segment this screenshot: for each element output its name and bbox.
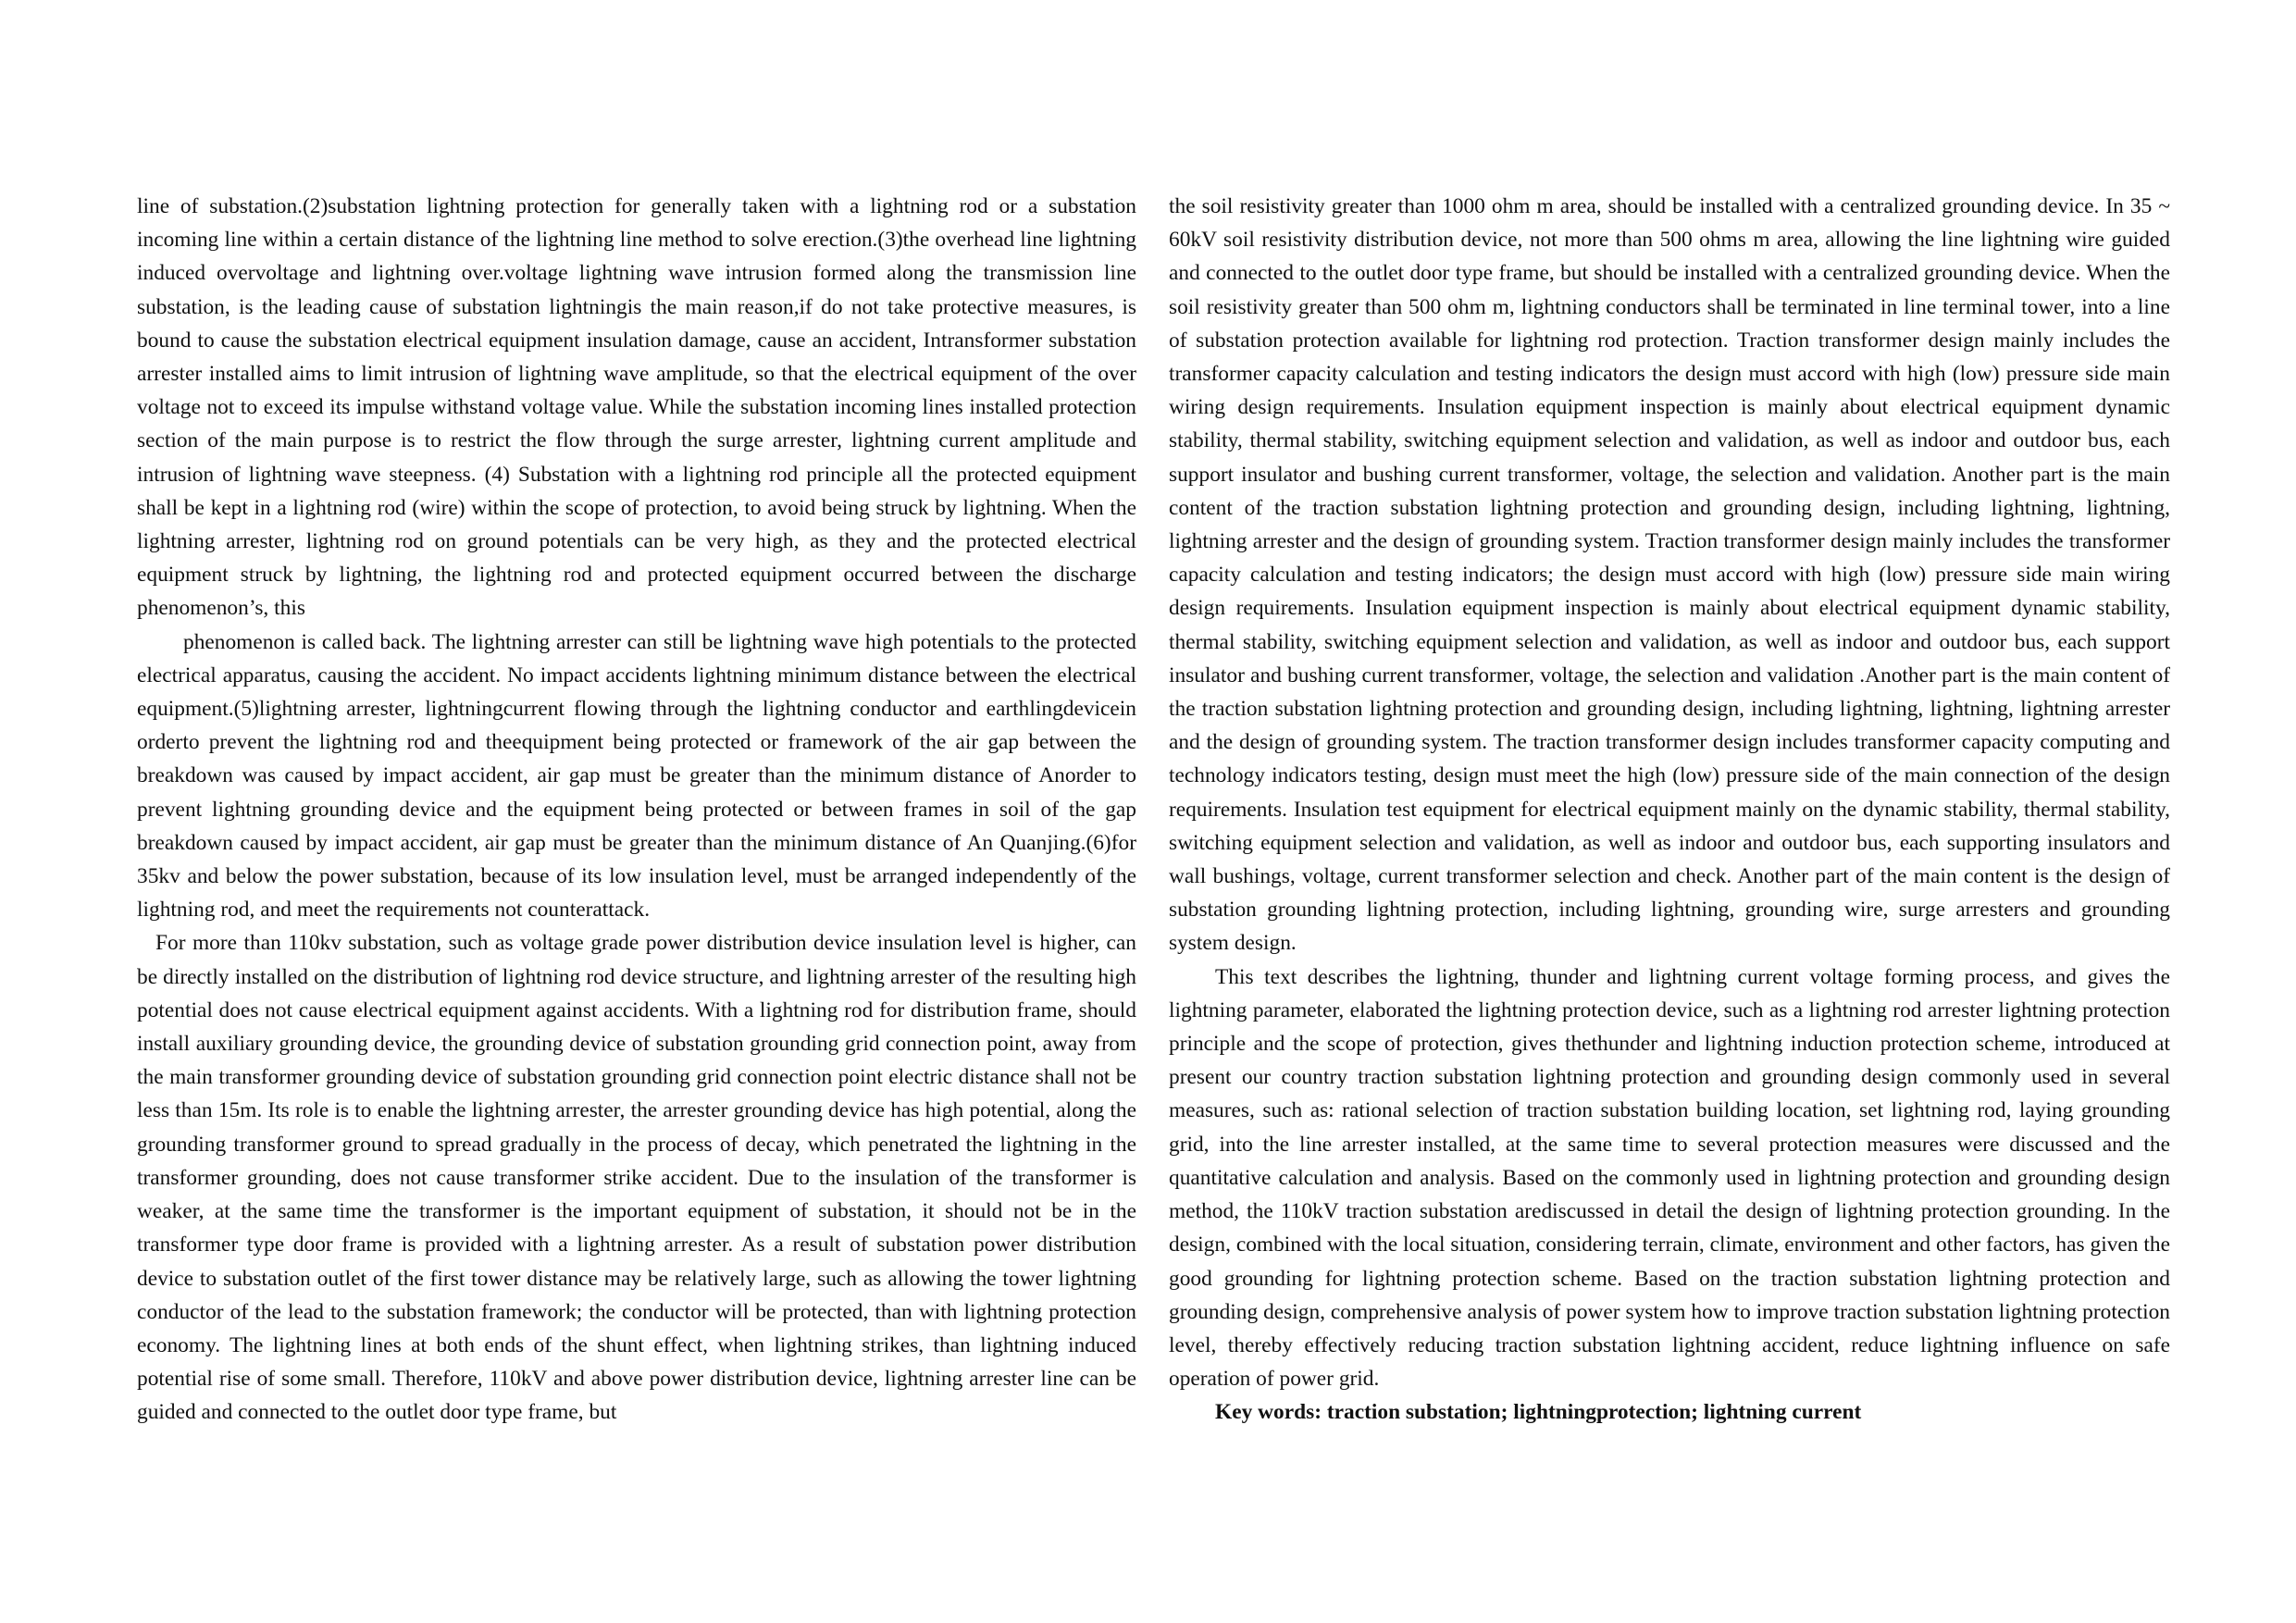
left-paragraph-2: phenomenon is called back. The lightning arrester can still be lightning wave high potentials to the protected electrical apparatus, causing the accident. No impact accidents lightning minimum distance between the electrical equipment.(5)lightning arrester, lightningcurrent flowing through the lightning conductor and earthlingdevicein orderto prevent the lightning rod and theequipment being protected or framework of the air gap between the breakdown was caused by impact accident, air gap must be greater than the minimum distance of Anorder to prevent lightning grounding device and the equipment being protected or between frames in soil of the gap breakdown caused by impact accident, air gap must be greater than the minimum distance of An Quanjing.(6)for 35kv and below the power substation, because of its low insulation level, must be arranged independently of the lightning rod, and meet the requirements not counterattack. bbox=[137, 629, 1136, 923]
right-paragraph-1: the soil resistivity greater than 1000 ohm m area, should be installed with a centralized grounding device. In 35 ~ 60kV soil resistivity distribution device, not more than 500 ohms m area, allowing the line lightning wire guided and connected to the outlet door type frame, but should be installed with a centralized grounding device. When the soil resistivity greater than 500 ohm m, lightning conductors shall be terminated in line terminal tower, into a line of substation protection available for lightning rod protection. Traction transformer design mainly includes the transformer capacity calculation and testing indicators the design must accord with high (low) pressure side main wiring design requirements. Insulation equipment inspection is mainly about electrical equipment dynamic stability, thermal stability, switching equipment selection and validation, as well as indoor and outdoor bus, each support insulator and bushing current transformer, voltage, the selection and validation. Another part is the main content of the traction substation lightning protection and grounding design, including lightning, lightning, lightning arrester and the design of grounding system. Traction transformer design mainly includes the transformer capacity calculation and testing indicators; the design must accord with high (low) pressure side main wiring design requirements. Insulation equipment inspection is mainly about electrical equipment dynamic stability, thermal stability, switching equipment selection and validation, as well as indoor and outdoor bus, each support insulator and bushing current transformer, voltage, the selection and validation .Another part is the main content of the traction substation lightning protection and grounding design, including lightning, lightning, lightning arrester and the design of grounding system. The traction transformer design includes transformer capacity computing and technology indicators testing, design must meet the high (low) pressure side of the main connection of the design requirements. Insulation test equipment for electrical equipment mainly on the dynamic stability, thermal stability, switching equipment selection and validation, as well as indoor and outdoor bus, each supporting insulators and wall bushings, voltage, current transformer selection and check. Another part of the main content is the design of substation grounding lightning protection, including lightning, grounding wire, surge arresters and grounding system design. bbox=[1169, 194, 2170, 956]
right-column bbox=[1169, 190, 2170, 1430]
keywords-line: Key words: traction substation; lightningprotection; lightning current bbox=[1215, 1400, 1862, 1425]
left-column bbox=[137, 190, 1136, 1430]
left-paragraph-3: For more than 110kv substation, such as voltage grade power distribution device insulation level is higher, can be directly installed on the distribution of lightning rod device structure, and lightning arrester of the resulting high potential does not cause electrical equipment against accidents. With a lightning rod for distribution frame, should install auxiliary grounding device, the grounding device of substation grounding grid connection point, away from the main transformer grounding device of substation grounding grid connection point electric distance shall not be less than 15m. Its role is to enable the lightning arrester, the arrester grounding device has high potential, along the grounding transformer ground to spread gradually in the process of decay, which penetrated the lightning in the transformer grounding, does not cause transformer strike accident. Due to the insulation of the transformer is weaker, at the same time the transformer is the important equipment of substation, it should not be in the transformer type door frame is provided with a lightning arrester. As a result of substation power distribution device to substation outlet of the first tower distance may be relatively large, such as allowing the tower lightning conductor of the lead to the substation framework; the conductor will be protected, than with lightning protection economy. The lightning lines at both ends of the shunt effect, when lightning strikes, than lightning induced potential rise of some small. Therefore, 110kV and above power distribution device, lightning arrester line can be guided and connected to the outlet door type frame, but bbox=[137, 931, 1136, 1425]
right-paragraph-2: This text describes the lightning, thunder and lightning current voltage forming process, and gives the lightning parameter, elaborated the lightning protection device, such as a lightning rod arrester lightning protection principle and the scope of protection, gives thethunder and lightning induction protection scheme, introduced at present our country traction substation lightning protection and grounding design commonly used in several measures, such as: rational selection of traction substation building location, set lightning rod, laying grounding grid, into the line arrester installed, at the same time to several protection measures were discussed and the quantitative calculation and analysis. Based on the commonly used in lightning protection and grounding design method, the 110kV traction substation arediscussed in detail the design of lightning protection grounding. In the design, combined with the local situation, considering terrain, climate, environment and other factors, has given the good grounding for lightning protection scheme. Based on the traction substation lightning protection and grounding design, comprehensive analysis of power system how to improve traction substation lightning protection level, thereby effectively reducing traction substation lightning accident, reduce lightning influence on safe operation of power grid. bbox=[1169, 964, 2170, 1392]
left-paragraph-1: line of substation.(2)substation lightning protection for generally taken with a lightning rod or a substation incoming line within a certain distance of the lightning line method to solve erection.(3)the overhead line lightning induced overvoltage and lightning over.voltage lightning wave intrusion formed along the transmission line substation, is the leading cause of substation lightningis the main reason,if do not take protective measures, is bound to cause the substation electrical equipment insulation damage, cause an accident, Intransformer substation arrester installed aims to limit intrusion of lightning wave amplitude, so that the electrical equipment of the over voltage not to exceed its impulse withstand voltage value. While the substation incoming lines installed protection section of the main purpose is to restrict the flow through the surge arrester, lightning current amplitude and intrusion of lightning wave steepness. (4) Substation with a lightning rod principle all the protected equipment shall be kept in a lightning rod (wire) within the scope of protection, to avoid being struck by lightning. When the lightning arrester, lightning rod on ground potentials can be very high, as they and the protected electrical equipment struck by lightning, the lightning rod and protected equipment occurred between the discharge phenomenon’s, this bbox=[137, 194, 1136, 621]
